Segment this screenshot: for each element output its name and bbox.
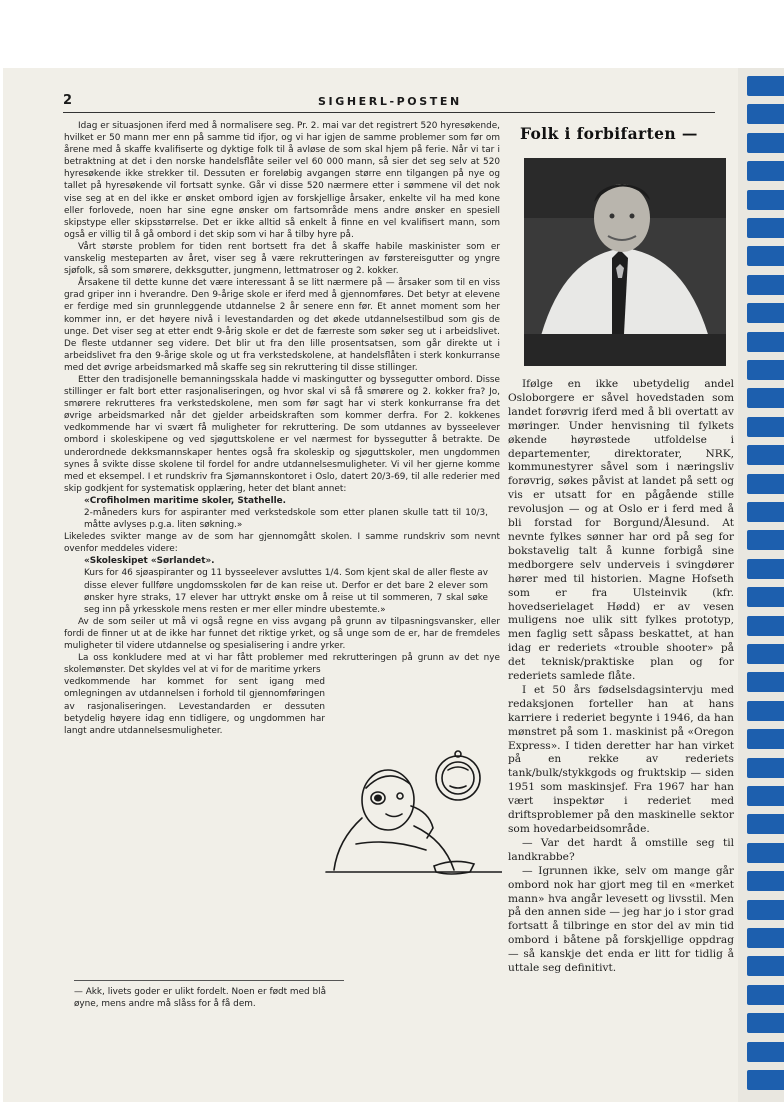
profile-paragraph: — Var det hardt å omstille seg til landkrabbe? — [508, 836, 734, 863]
binding-ring — [747, 445, 784, 465]
article-paragraph: Likeledes svikter mange av de som har gjennomgått skolen. I samme rundskriv som nevnt ovenfor meddeles videre: — [64, 532, 500, 555]
article-paragraph: Vårt største problem for tiden rent bortsett fra det å skaffe habile maskinister som er vanskelig mesteparten av året, viser seg å være rekrutteringen av førstereisgutter og yngre sjøfolk, så som smørere, dekksgutter, jungmenn, lettmatroser og 2. kokker. — [64, 241, 500, 277]
page-number: 2 — [63, 93, 73, 108]
binding-ring — [747, 417, 784, 437]
binding-ring — [747, 502, 784, 522]
profile-paragraph: I et 50 års fødselsdagsintervju med redaksjonen forteller han at hans karriere i rederiet begynte i 1946, da han mønstret på som 1. maskinist på «Oregon Express». I tiden deretter har han virket på en rekke av rederiets tank/bulk/stykkgods og fruktskip — siden 1951 som maskinsjef. Fra 1967 har han vært inspektør i rederiet med driftsproblemer på den maskinelle sektor som hovedarbeidsområde. — [508, 683, 734, 835]
binding-ring — [747, 956, 784, 976]
binding-ring — [747, 161, 784, 181]
binding-ring — [747, 474, 784, 494]
article-paragraph: Etter den tradisjonelle bemanningsskala hadde vi maskingutter og byssegutter ombord. Disse stillinger er falt bort etter rasjonaliseringen, og hvor skal vi så få smørere og 2. kokker fra? Jo, smørere rekrutteres fra verkstedskolene, men som før sagt har vi sterk konkurranse fra det øvrige arbeidsmarked når det gjelder arbeidskraften som kommer derfra. For 2. kokkenes vedkommende har vi svært få muligheter for rekruttering. De som utdannes av bysseelever ombord i skoleskipene og ved sjøguttskolene er vel nærmest for byssegutter å betrakte. De underordnede dekksmannskaper hentes også fra skoleskip og sjøguttskoler, men ungdommen synes å svikte disse skolene til fordel for andre utdannelsesmuligheter. Vi vil her gjerne komme med et eksempel. I et rundskriv fra Sjømannskontoret i Oslo, datert 20/3-69, til alle rederier med skip godkjent for systematisk opplæring, heter det blant annet: — [64, 374, 500, 494]
quote-title: «Skoleskipet «Sørlandet». — [84, 556, 215, 567]
binding-ring — [747, 729, 784, 749]
binding-ring — [747, 786, 784, 806]
header-rule — [63, 112, 715, 113]
binding-ring — [747, 559, 784, 579]
binding-ring — [747, 928, 784, 948]
binding-ring — [747, 1013, 784, 1033]
binding-ring — [747, 672, 784, 692]
binding-ring — [747, 843, 784, 863]
binding-ring — [747, 246, 784, 266]
profile-paragraph: Ifølge en ikke ubetydelig andel Osloborgere er såvel hovedstaden som landet forøvrig iferd med å bli overtatt av møringer. Under henvisning til fylkets økende høyrøstede utfoldelse i departementer, direktorater, NRK, kommunestyrer såvel som i næringsliv forøvrig, søkes påvist at landet på sett og vis er utsatt for en pågående stille revolusjon — og at Oslo er i ferd med å bli forstad for Borgund/Ålesund. At nevnte fylkes sønner har ord på seg for bokstavelig talt å kunne forbigå sine medborgere selv underveis i svingdører hører med til historien. Magne Hofseth som er fra Ulsteinvik (kfr. hovedserielaget Hødd) er av vesen muligens noe ulik sitt fylkes prototyp, men faglig sett såpass beskattet, at han idag er rederiets «trouble shooter» på det teknisk/praktiske plan og for rederiets samlede flåte. — [508, 378, 734, 683]
binding-ring — [747, 701, 784, 721]
quote-body: 2-måneders kurs for aspiranter med verkstedskole som etter planen skulle tatt til 10/3, måtte avlyses p.g.a. liten søkning.» — [84, 508, 488, 531]
binding-ring — [747, 218, 784, 238]
article-paragraph: Av de som seiler ut må vi også regne en viss avgang på grunn av tilpasningsvansker, eller fordi de finner ut at de ikke har funnet det riktige yrket, og så unge som de er, har de fremdeles muligheter til videre utdannelse og spesialisering i andre yrker. — [64, 616, 500, 652]
caption-rule — [74, 980, 344, 981]
profile-paragraph: — Igrunnen ikke, selv om mange går ombord nok har gjort meg til en «merket mann» hva angår levesett og livsstil. Men på den annen side — jeg har jo i stor grad fortsatt å tilbringe en stor del av min tid ombord i båtene på forskjellige oppdrag — så kanskje det enda er litt for tidlig å uttale seg definitivt. — [508, 864, 734, 975]
binding-ring — [747, 814, 784, 834]
spiral-binding — [738, 68, 784, 1102]
binding-ring — [747, 587, 784, 607]
binding-ring — [747, 985, 784, 1005]
binding-ring — [747, 76, 784, 96]
column-title: Folk i forbifarten — — [520, 124, 698, 143]
scan-background — [0, 0, 784, 68]
binding-ring — [747, 303, 784, 323]
publication-masthead: SIGHERL-POSTEN — [318, 95, 462, 108]
binding-ring — [747, 332, 784, 352]
article-paragraph: vedkommende har kommet for sent igang med omlegningen av utdannelsen i forhold til gjennomføringen av rasjonaliseringen. Levestandarden er dessuten betydelig høyere idag enn tidligere, og ungdommen har langt andre utdannelsesmuligheter. — [64, 677, 325, 736]
binding-ring — [747, 644, 784, 664]
binding-ring — [747, 900, 784, 920]
binding-ring — [747, 388, 784, 408]
quote-body: Kurs for 46 sjøaspiranter og 11 bysseelever avsluttes 1/4. Som kjent skal de aller fleste av disse elever fullføre ungdomsskolen før de kan reise ut. Derfor er det bare 2 elever som ønsker hyre straks, 17 elever har uttrykt ønske om å reise ut til sommeren, 7 skal søke seg inn på yrkesskole mens resten er mer eller mindre ubestemte.» — [84, 568, 488, 615]
binding-ring — [747, 133, 784, 153]
article-paragraph: Årsakene til dette kunne det være interessant å se litt nærmere på — årsaker som til en viss grad griper inn i hverandre. Den 9-årige skole er iferd med å gjennomføres. Det betyr at elevene er ferdige med sin grunnleggende utdannelse 2 år senere enn før. Et annet moment som her kommer inn, er det høyere nivå i levestandarden og det økede utdannelsestilbud som gis de unge. Det viser seg at etter endt 9-årig skole er det de færreste som søker seg ut i arbeidslivet. De fleste utdanner seg videre. Det blir ut fra den lille prosentsatsen, som går direkte ut i arbeidslivet fra den 9-årige skole og ut fra verkstedskolene, at handelsflåten i sterk konkurranse med det øvrige arbeidsmarked må skaffe seg sin rekruttering til disse stillinger. — [64, 278, 500, 373]
sailor-cartoon-illustration — [316, 748, 502, 876]
binding-ring — [747, 758, 784, 778]
binding-ring — [747, 104, 784, 124]
quote-title: «Crofiholmen maritime skoler, Stathelle. — [84, 495, 287, 506]
binding-ring — [747, 871, 784, 891]
binding-ring — [747, 1070, 784, 1090]
profile-article — [508, 378, 734, 976]
binding-ring — [747, 275, 784, 295]
binding-ring — [747, 530, 784, 550]
main-article — [64, 120, 500, 737]
binding-ring — [747, 190, 784, 210]
binding-ring — [747, 1042, 784, 1062]
cartoon-caption: — Akk, livets goder er ulikt fordelt. Noen er født med blå øyne, mens andre må slåss for å få dem. — [74, 987, 327, 1009]
binding-ring — [747, 360, 784, 380]
portrait-photo — [524, 158, 726, 366]
article-paragraph: La oss konkludere med at vi har fått problemer med rekrutteringen på grunn av det nye skolemønster. Det skyldes vel at vi for de maritime yrkers — [64, 653, 500, 676]
binding-ring — [747, 616, 784, 636]
article-paragraph: Idag er situasjonen iferd med å normalisere seg. Pr. 2. mai var det registrert 520 hyresøkende, hvilket er 50 mann mer enn på samme tid ifjor, og vi har igjen de samme problemer som før om årene med å skaffe kvalifiserte og dyktige folk til å avløse de som skal hjem på ferie. Når vi tar i betraktning at det i den norske handelsflåte seiler vel 60 000 mann, så sier det seg selv at 520 hyresøkende ikke strekker til. Dessuten er foreløbig avgangen større enn tilgangen på nye og tallet på hyresøkende vil fortsatt synke. Går vi disse 520 nærmere etter i sømmene vil det nok vise seg at en del ikke er ønsket ombord igjen av forskjellige årsaker, enkelte vil ha med kone eller forlovede, noen har sine egne ønsker om fartsområde mens andre ønsker en spesiell skipstype eller skipsstørrelse. Det er ikke alltid så enkelt å finne en vel kvalifisert mann, som også er villig til å gå ombord i det skip som vi har å tilby hyre på. — [64, 121, 500, 240]
